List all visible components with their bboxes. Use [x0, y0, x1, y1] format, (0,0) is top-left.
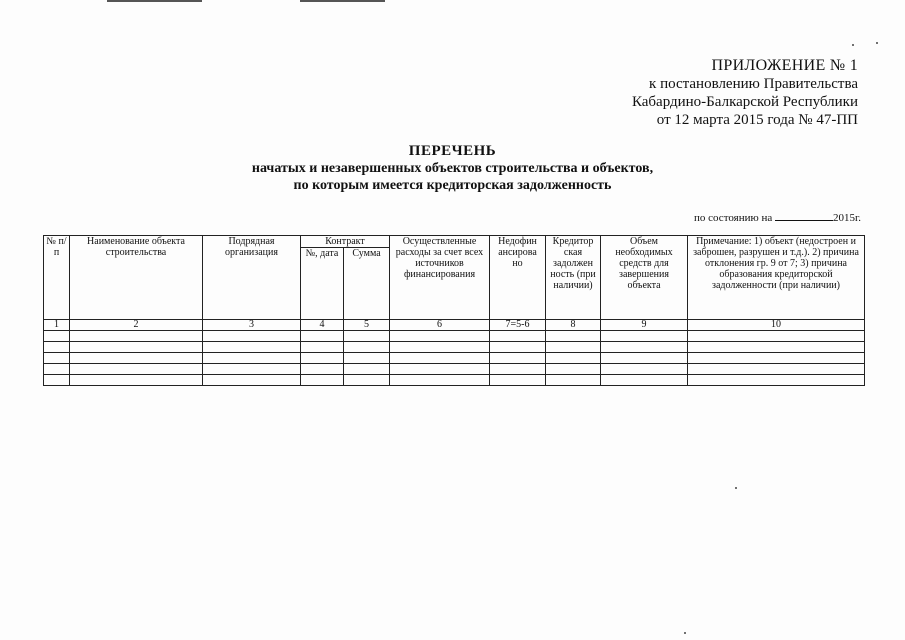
- table-cell: [546, 375, 601, 386]
- table-cell: [203, 331, 301, 342]
- header-payables: Кредитор ская задолжен ность (при наличии): [546, 236, 601, 320]
- table-row: [44, 364, 865, 375]
- table-cell: [688, 331, 865, 342]
- header-contract-sum: Сумма: [344, 248, 390, 320]
- table-cell: [546, 353, 601, 364]
- header-required-funds: Объем необходимых средств для завершения объекта: [601, 236, 688, 320]
- table-cell: [344, 353, 390, 364]
- table-cell: [546, 331, 601, 342]
- blank-rows: [44, 331, 865, 386]
- table-cell: [70, 353, 203, 364]
- table-cell: [490, 364, 546, 375]
- table-cell: [203, 342, 301, 353]
- objects-table: [43, 235, 865, 386]
- scan-speck: [684, 632, 686, 634]
- table-cell: [301, 375, 344, 386]
- table-cell: [546, 364, 601, 375]
- column-number: 1: [44, 320, 70, 331]
- table-cell: [688, 375, 865, 386]
- header-contract: Контракт: [301, 236, 390, 248]
- table-row: [44, 353, 865, 364]
- date-blank-field: [775, 211, 833, 221]
- table-cell: [688, 353, 865, 364]
- table-cell: [301, 364, 344, 375]
- table-cell: [390, 331, 490, 342]
- table-cell: [44, 331, 70, 342]
- table-cell: [546, 342, 601, 353]
- column-number: 2: [70, 320, 203, 331]
- header-object-name: Наименование объекта строительства: [70, 236, 203, 320]
- as-of-prefix: по состоянию на: [694, 212, 773, 224]
- table-cell: [344, 364, 390, 375]
- scan-speck: [735, 487, 737, 489]
- table-cell: [44, 375, 70, 386]
- table-cell: [301, 353, 344, 364]
- column-number: 9: [601, 320, 688, 331]
- table-cell: [601, 331, 688, 342]
- table-cell: [601, 342, 688, 353]
- column-number: 7=5-6: [490, 320, 546, 331]
- table-cell: [688, 342, 865, 353]
- table-cell: [301, 331, 344, 342]
- table-cell: [490, 353, 546, 364]
- document-heading: [0, 143, 905, 194]
- header-contract-number: №, дата: [301, 248, 344, 320]
- column-number: 3: [203, 320, 301, 331]
- table-cell: [70, 342, 203, 353]
- table-cell: [344, 331, 390, 342]
- scan-mark-right: [300, 0, 385, 2]
- column-number: 4: [301, 320, 344, 331]
- table-cell: [490, 375, 546, 386]
- table-row: [44, 331, 865, 342]
- table-cell: [301, 342, 344, 353]
- document-subtitle: по которым имеется кредиторская задолженность: [293, 178, 612, 193]
- table-cell: [344, 342, 390, 353]
- table-cell: [70, 364, 203, 375]
- column-number: 6: [390, 320, 490, 331]
- table-cell: [344, 375, 390, 386]
- document-subtitle: начатых и незавершенных объектов строительства и объектов,: [251, 161, 654, 176]
- header-note: Примечание: 1) объект (недостроен и заброшен, разрушен и т.д.). 2) причина отклонения гр. 9 от 7; 3) причина образования кредиторской задолженности (при наличии): [688, 236, 865, 320]
- header-spent: Осуществленные расходы за счет всех источников финансирования: [390, 236, 490, 320]
- table-cell: [203, 375, 301, 386]
- table-cell: [44, 342, 70, 353]
- column-number: 10: [688, 320, 865, 331]
- table-row: [44, 342, 865, 353]
- table-cell: [601, 375, 688, 386]
- scan-mark-left: [107, 0, 202, 2]
- table-cell: [203, 353, 301, 364]
- table-cell: [70, 375, 203, 386]
- table-cell: [390, 342, 490, 353]
- table-row: [44, 375, 865, 386]
- table-cell: [390, 375, 490, 386]
- document-title: ПЕРЕЧЕНЬ: [408, 143, 497, 159]
- table-cell: [688, 364, 865, 375]
- header-underfunded: Недофин ансирова но: [490, 236, 546, 320]
- scan-speck: [852, 44, 854, 46]
- appendix-line: к постановлению Правительства: [649, 76, 858, 92]
- scan-speck: [876, 42, 878, 44]
- column-number: 8: [546, 320, 601, 331]
- table-cell: [203, 364, 301, 375]
- as-of-suffix: 2015г.: [832, 212, 861, 224]
- table-cell: [490, 331, 546, 342]
- table-cell: [601, 353, 688, 364]
- table-cell: [601, 364, 688, 375]
- appendix-block: [632, 57, 858, 129]
- as-of-date: [694, 211, 861, 224]
- table-cell: [390, 364, 490, 375]
- appendix-line: Кабардино-Балкарской Республики: [631, 94, 858, 110]
- table-cell: [390, 353, 490, 364]
- table-cell: [44, 364, 70, 375]
- table-cell: [490, 342, 546, 353]
- header-num: № п/п: [44, 236, 70, 320]
- appendix-line: от 12 марта 2015 года № 47-ПП: [656, 112, 858, 128]
- appendix-title: ПРИЛОЖЕНИЕ № 1: [711, 57, 858, 74]
- table-cell: [44, 353, 70, 364]
- header-contractor: Подрядная организация: [203, 236, 301, 320]
- table-cell: [70, 331, 203, 342]
- column-number: 5: [344, 320, 390, 331]
